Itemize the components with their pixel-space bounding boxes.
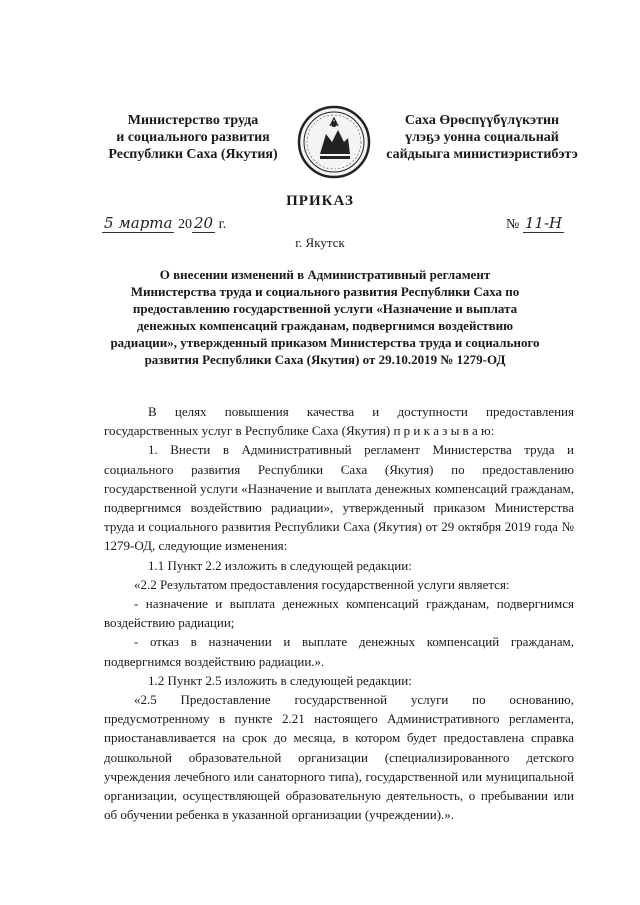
subject-line: предоставлению государственной услуги «Назначение и выплата: [132, 301, 518, 316]
subject-line: О внесении изменений в Административный регламент: [159, 267, 491, 282]
body-paragraph-list-item: - назначение и выплата денежных компенсаций гражданам, подвергнимся воздействию радиации;: [104, 596, 574, 631]
handwritten-date-year: 20: [193, 214, 214, 232]
subject-line: Министерства труда и социального развития Республики Саха по: [130, 284, 520, 299]
ministry-name-line: үлэҕэ уонна социальнай: [405, 130, 559, 145]
order-body: [104, 402, 574, 824]
subject-line: развития Республики Саха (Якутия) от 29.10.2019 № 1279-ОД: [144, 352, 506, 367]
subject-line: радиации», утвержденный приказом Министерства труда и социального: [110, 335, 540, 350]
ministry-name-line: Республики Саха (Якутия): [108, 147, 278, 162]
body-paragraph-quote-2-5: «2.5 Предоставление государственной услуги по основанию, предусмотренному в пункте 2.21 настоящего Административного регламента, приостанавливается на срок до месяца, в котором будет предоставлена справка дошкольной образовательной организации (специализированного детского учреждения лечебного или санаторного типа), государственной или муниципальной организации, осуществляющей образовательную деятельность, о пребывании или об обучении ребенка в указанной организации (учреждении).».: [104, 692, 574, 823]
handwritten-order-number: 11-Н: [524, 214, 563, 232]
ministry-name-line: сайдыыга министиэристибэтэ: [386, 147, 578, 162]
body-paragraph-list-item: - отказ в назначении и выплате денежных компенсаций гражданам, подвергнимся воздействию радиации.».: [104, 634, 574, 669]
handwritten-date-day: 5 марта: [104, 214, 173, 232]
body-paragraph-preamble: В целях повышения качества и доступности предоставления государственных услуг в Республике Саха (Якутия) п р и к а з ы в а ю:: [104, 404, 574, 439]
coat-of-arms-icon: [296, 104, 372, 180]
subject-line: денежных компенсаций гражданам, подвергнимся воздействию: [136, 318, 514, 333]
order-number: [506, 214, 564, 233]
body-paragraph-item-1-2: 1.2 Пункт 2.5 изложить в следующей редакции:: [148, 672, 412, 688]
body-paragraph-item-1-1: 1.1 Пункт 2.2 изложить в следующей редакции:: [148, 557, 412, 573]
city-of-issue: г. Якутск: [295, 235, 345, 250]
ministry-name-yakut: [382, 112, 582, 163]
ministry-name-line: и социального развития: [116, 130, 270, 145]
date-year-prefix: 20: [177, 217, 192, 232]
body-paragraph-item-1: 1. Внести в Административный регламент Министерства труда и социального развития Республики Саха (Якутия) по предоставлению государственной услуги «Назначение и выплата денежных компенсаций гражданам, подвергнимся воздействию радиации», утвержденный приказом Министерства труда и социального развития Республики Саха (Якутия) от 29 октября 2019 года № 1279-ОД, следующие изменения:: [104, 442, 574, 554]
number-sign: №: [506, 217, 520, 232]
document-title: ПРИКАЗ: [286, 193, 354, 209]
ministry-name-russian: [98, 112, 288, 163]
order-date: [102, 214, 226, 233]
body-paragraph-quote-2-2: «2.2 Результатом предоставления государственной услуги является:: [134, 576, 510, 592]
date-suffix: г.: [218, 217, 227, 232]
ministry-name-line: Саха Өрөспүүбүлүкэтин: [404, 113, 560, 128]
ministry-name-line: Министерство труда: [127, 113, 259, 128]
order-subject: [110, 266, 540, 368]
